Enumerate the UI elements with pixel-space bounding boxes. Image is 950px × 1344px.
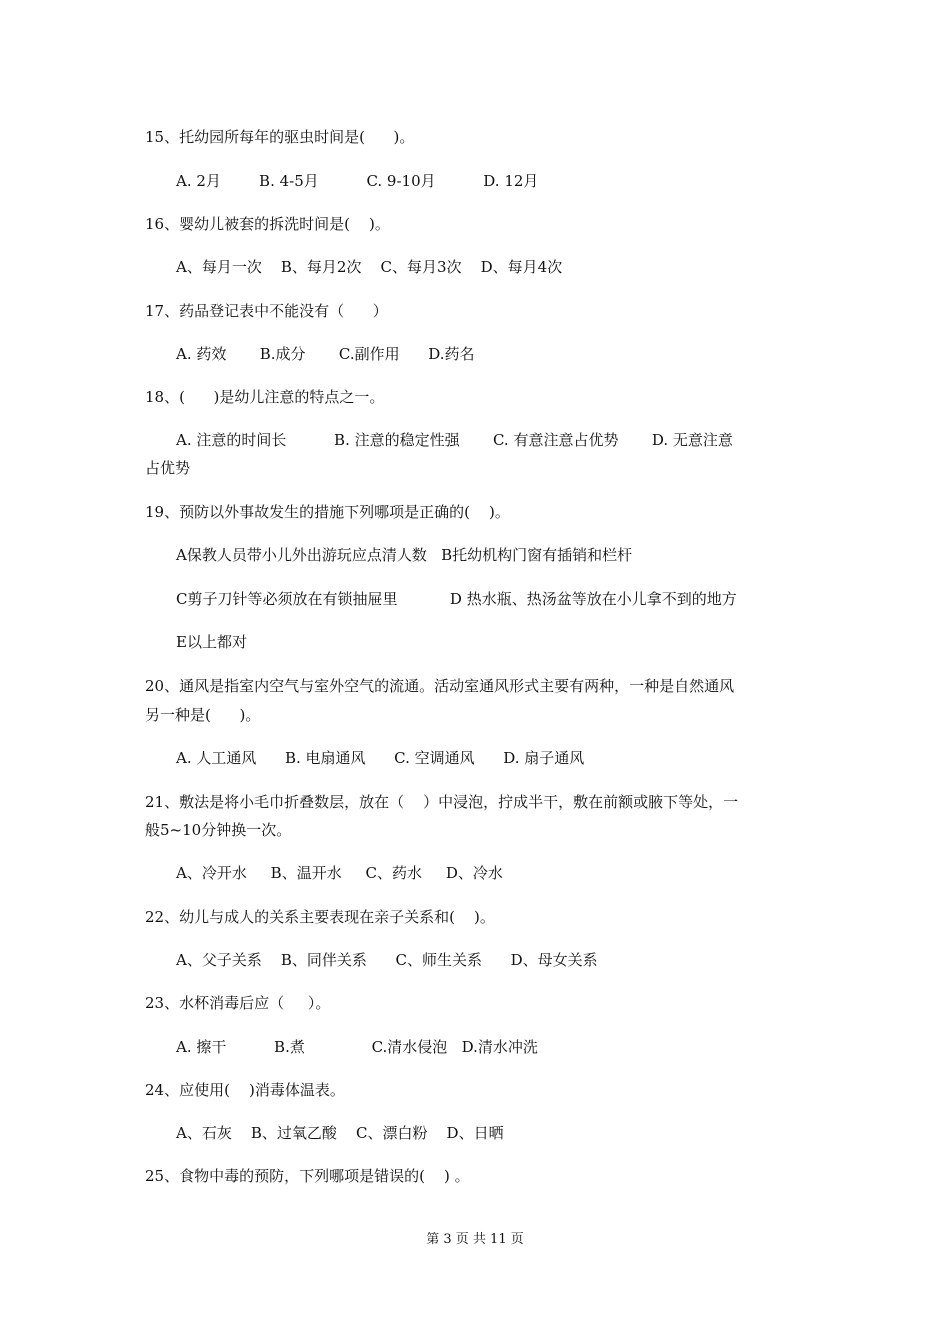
options-18-cont: 占优势 — [145, 459, 191, 477]
options-18: A. 注意的时间长 B. 注意的稳定性强 C. 有意注意占优势 D. 无意注意 — [176, 431, 733, 449]
options-16: A、每月一次 B、每月2次 C、每月3次 D、每月4次 — [176, 258, 563, 276]
question-19: 19、预防以外事故发生的措施下列哪项是正确的( )。 — [145, 503, 510, 521]
question-24: 24、应使用( )消毒体温表。 — [145, 1081, 345, 1099]
question-21-cont: 般5~10分钟换一次。 — [145, 821, 292, 839]
question-18: 18、( )是幼儿注意的特点之一。 — [145, 388, 385, 406]
options-19-cd: C剪子刀针等必须放在有锁抽屉里 D 热水瓶、热汤盆等放在小儿拿不到的地方 — [176, 590, 737, 608]
question-20: 20、通风是指室内空气与室外空气的流通。活动室通风形式主要有两种，一种是自然通风 — [145, 677, 735, 695]
question-23: 23、水杯消毒后应（ ）。 — [145, 994, 331, 1012]
options-24: A、石灰 B、过氧乙酸 C、漂白粉 D、日晒 — [176, 1124, 504, 1142]
options-19-e: E以上都对 — [176, 633, 247, 651]
question-20-cont: 另一种是( )。 — [145, 706, 261, 724]
options-21: A、冷开水 B、温开水 C、药水 D、冷水 — [176, 864, 503, 882]
options-15: A. 2月 B. 4-5月 C. 9-10月 D. 12月 — [176, 172, 539, 190]
options-19-ab: A保教人员带小儿外出游玩应点清人数 B托幼机构门窗有插销和栏杆 — [176, 546, 633, 564]
question-15: 15、托幼园所每年的驱虫时间是( )。 — [145, 128, 415, 146]
options-20: A. 人工通风 B. 电扇通风 C. 空调通风 D. 扇子通风 — [176, 749, 585, 767]
options-17: A. 药效 B.成分 C.副作用 D.药名 — [176, 345, 475, 363]
question-17: 17、药品登记表中不能没有（ ） — [145, 302, 388, 320]
question-21: 21、敷法是将小毛巾折叠数层，放在（ ）中浸泡，拧成半干，敷在前额或腋下等处，一 — [145, 793, 739, 811]
options-22: A、父子关系 B、同伴关系 C、师生关系 D、母女关系 — [176, 951, 598, 969]
page-footer: 第 3 页 共 11 页 — [426, 1232, 524, 1247]
options-23: A. 擦干 B.煮 C.清水侵泡 D.清水冲洗 — [176, 1038, 538, 1056]
question-22: 22、幼儿与成人的关系主要表现在亲子关系和( )。 — [145, 908, 495, 926]
question-25: 25、食物中毒的预防，下列哪项是错误的( ) 。 — [145, 1167, 470, 1185]
question-16: 16、婴幼儿被套的拆洗时间是( )。 — [145, 215, 390, 233]
